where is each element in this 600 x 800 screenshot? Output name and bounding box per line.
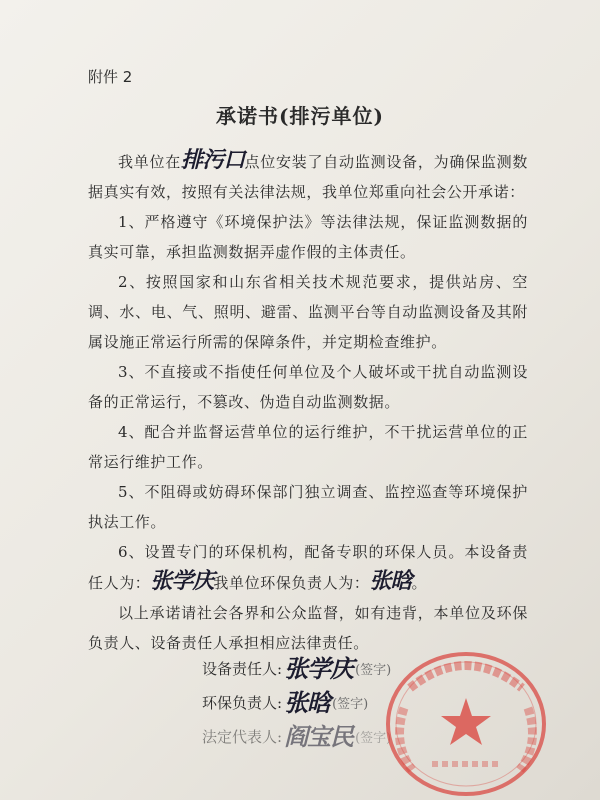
equipment-person-signature-inline: 张学庆 [150,569,214,594]
env-person-signature-inline: 张晗 [369,569,412,594]
env-signature-note: (签字) [332,697,369,712]
equipment-signature-note: (签字) [355,663,392,678]
document-title: 承诺书(排污单位) [216,104,384,128]
document-body [88,146,528,658]
commitment-item-4: 4、配合并监督运营单位的运行维护，不干扰运营单位的正常运行维护工作。 [88,423,528,471]
item6-text-start: 6、设置专门的环保机构，配备专职的环保人员。本设备责任人为： [88,543,528,592]
signature-block [202,652,391,754]
env-signature-row [202,686,391,720]
equipment-signature-row [202,652,391,686]
commitment-item-1: 1、严格遵守《环境保护法》等法律法规，保证监测数据的真实可靠，承担监测数据弄虚作假的主体责任。 [88,213,528,261]
attachment-label: 附件 2 [88,68,133,86]
legal-signature-row [202,720,391,754]
commitment-item-5: 5、不阻碍或妨碍环保部门独立调查、监控巡查等环境保护执法工作。 [88,483,528,531]
company-seal-stamp [380,648,550,798]
equipment-signature-label: 设备责任人: [202,660,283,678]
commitment-item-2: 2、按照国家和山东省相关技术规范要求，提供站房、空调、水、电、气、照明、避雷、监测平台等自动监测设备及其附属设施正常运行所需的保障条件，并定期检查维护。 [88,273,528,351]
intro-text-end: 点位安装了自动监测设备，为确保监测数据真实有效，按照有关法律法规，我单位郑重向社会公开承诺： [88,153,528,201]
item6-text-end: 。 [411,574,428,592]
location-handwriting: 排污口 [181,148,245,173]
equipment-signature: 张学庆 [284,655,354,683]
legal-signature: 阎宝民 [284,723,354,751]
env-signature: 张晗 [284,689,331,717]
commitment-item-6 [88,537,528,598]
legal-signature-label: 法定代表人: [202,728,283,746]
intro-text-start: 我单位在 [118,153,182,171]
star-icon [441,698,491,745]
item6-text-mid: 我单位环保负责人为： [213,574,370,592]
commitment-item-3: 3、不直接或不指使任何单位及个人破坏或干扰自动监测设备的正常运行，不篡改、伪造自动监测数据。 [88,363,528,411]
intro-paragraph [88,146,528,207]
legal-signature-note: (签字) [355,731,392,746]
closing-paragraph: 以上承诺请社会各界和公众监督，如有违背，本单位及环保负责人、设备责任人承担相应法律责任。 [88,604,528,652]
env-signature-label: 环保负责人: [202,694,283,712]
